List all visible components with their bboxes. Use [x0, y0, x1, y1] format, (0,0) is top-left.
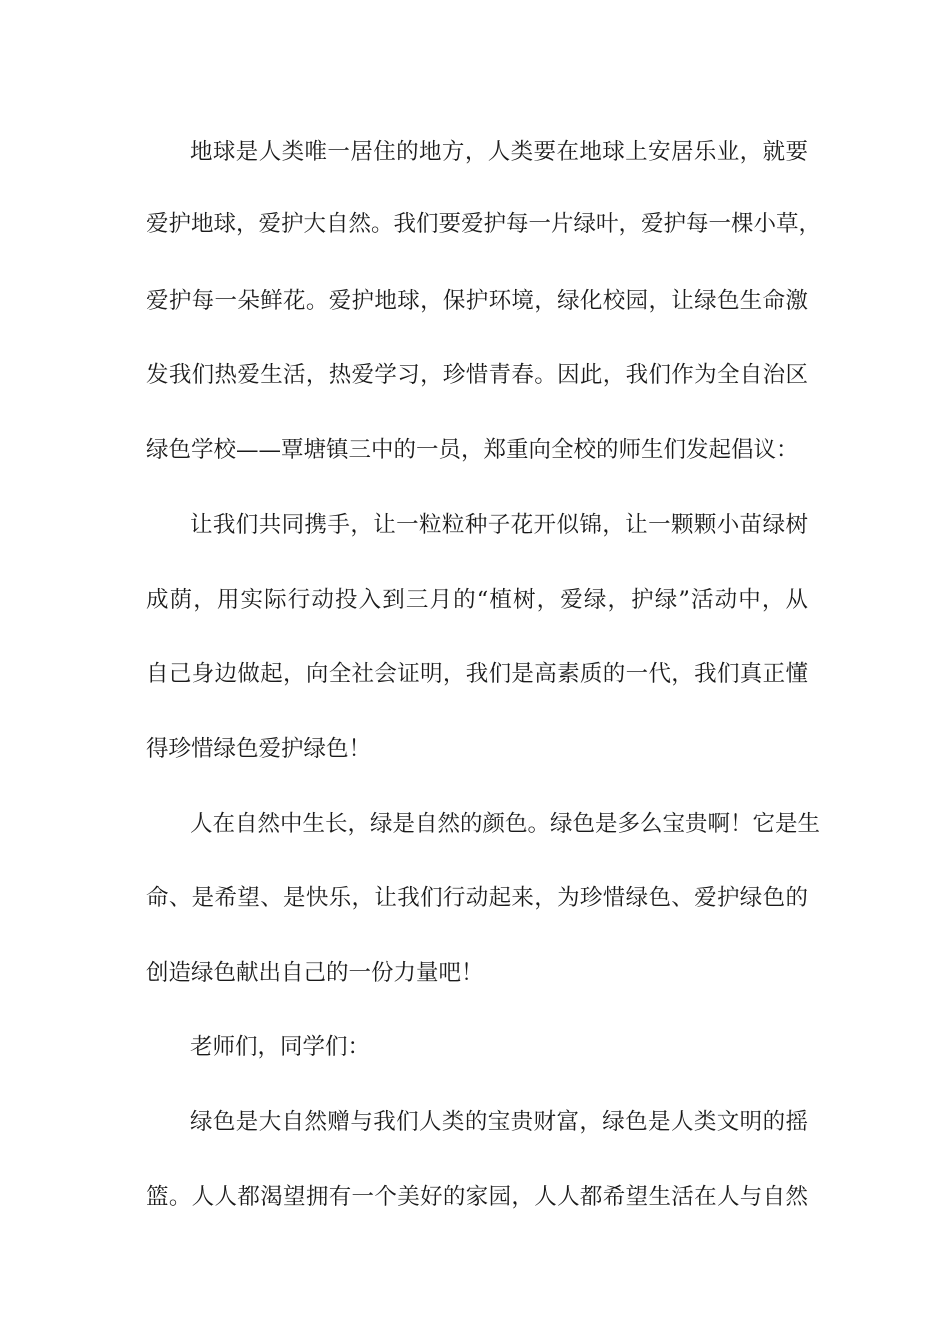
paragraph-2-line-4: 得珍惜绿色爱护绿色！: [146, 736, 372, 762]
paragraph-2-line-1: 让我们共同携手，让一粒粒种子花开似锦，让一颗颗小苗绿树: [190, 512, 808, 538]
paragraph-3-line-3: 创造绿色献出自己的一份力量吧！: [146, 960, 484, 986]
paragraph-1-line-3: 爱护每一朵鲜花。爱护地球，保护环境，绿化校园，让绿色生命激: [146, 288, 808, 314]
paragraph-3-line-2: 命、是希望、是快乐，让我们行动起来，为珍惜绿色、爱护绿色的: [146, 885, 808, 911]
paragraph-4-line-1: 绿色是大自然赠与我们人类的宝贵财富，绿色是人类文明的摇: [190, 1109, 808, 1135]
paragraph-1-line-2: 爱护地球，爱护大自然。我们要爱护每一片绿叶，爱护每一棵小草，: [146, 211, 822, 237]
paragraph-1-line-5: 绿色学校——覃塘镇三中的一员，郑重向全校的师生们发起倡议：: [146, 437, 799, 463]
paragraph-1-line-4: 发我们热爱生活，热爱学习，珍惜青春。因此，我们作为全自治区: [146, 362, 808, 388]
paragraph-2-line-3: 自己身边做起，向全社会证明，我们是高素质的一代，我们真正懂: [146, 661, 808, 687]
paragraph-3-line-1: 人在自然中生长，绿是自然的颜色。绿色是多么宝贵啊！它是生: [190, 811, 821, 837]
paragraph-2-line-2: 成荫，用实际行动投入到三月的“植树，爱绿，护绿”活动中，从: [146, 587, 808, 613]
paragraph-4-line-2: 篮。人人都渴望拥有一个美好的家园，人人都希望生活在人与自然: [146, 1184, 808, 1210]
salutation: 老师们，同学们：: [190, 1034, 371, 1060]
paragraph-1-line-1: 地球是人类唯一居住的地方，人类要在地球上安居乐业，就要: [190, 139, 808, 165]
